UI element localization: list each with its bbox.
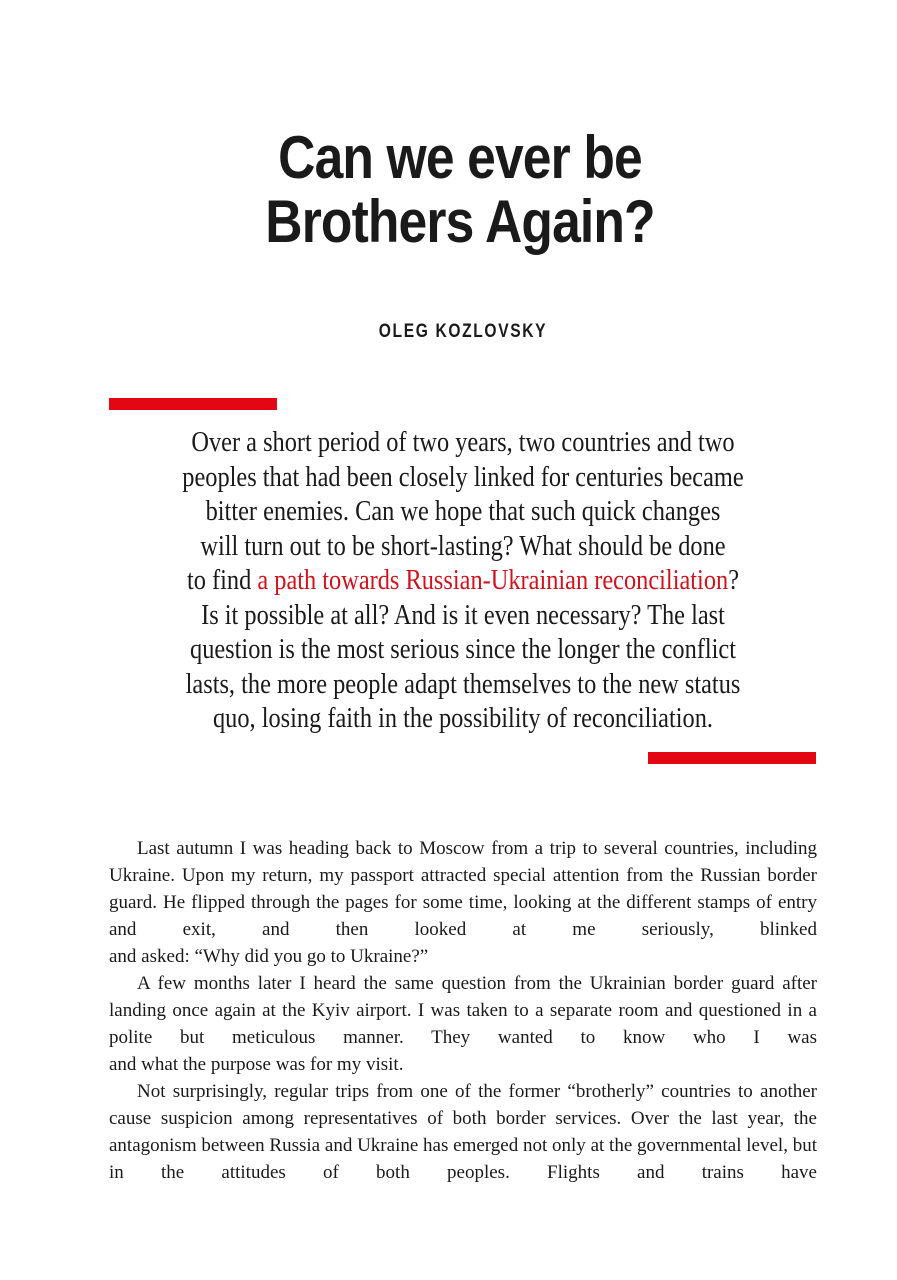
body-paragraph-1-end: and asked: “Why did you go to Ukraine?” xyxy=(109,946,429,967)
body-paragraph-1: Last autumn I was heading back to Moscow from a trip to several countries, including Ukraine. Upon my return, my passport attracted special attention from the Russian border guard. He flipped through the pages for some time, looking at the different stamps of entry and exit, and then looked at me seriously, blinked xyxy=(109,838,817,940)
lead-line: lasts, the more people adapt themselves to the new status xyxy=(185,667,741,700)
title-line-2: Brothers Again? xyxy=(265,188,655,255)
body-paragraph-2: A few months later I heard the same question from the Ukrainian border guard after landing once again at the Kyiv airport. I was taken to a separate room and questioned in a polite but meticulous manner. They wanted to know who I was xyxy=(109,973,817,1048)
reconciliation-link[interactable]: a path towards Russian-Ukrainian reconciliation xyxy=(257,564,729,596)
author-byline: OLEG KOZLOVSKY xyxy=(378,321,548,342)
lead-line: quo, losing faith in the possibility of reconciliation. xyxy=(212,702,713,734)
article-body xyxy=(109,835,817,1186)
accent-bar-bottom xyxy=(648,752,816,764)
title-line-1: Can we ever be xyxy=(278,124,642,191)
lead-line: peoples that had been closely linked for centuries became xyxy=(182,460,744,493)
article-title xyxy=(64,126,855,254)
lead-line: Over a short period of two years, two countries and two xyxy=(191,426,735,458)
accent-bar-top xyxy=(109,398,277,410)
lead-line: question is the most serious since the longer the conflict xyxy=(190,633,736,665)
lead-line: Is it possible at all? And is it even necessary? The last xyxy=(201,598,725,631)
lead-text: ? xyxy=(728,564,740,596)
lead-text: to find xyxy=(186,564,258,596)
lead-line xyxy=(175,563,751,598)
lead-line: bitter enemies. Can we hope that such quick changes xyxy=(205,495,721,527)
lead-line: will turn out to be short-lasting? What should be done xyxy=(200,529,726,562)
lead-paragraph xyxy=(175,425,751,736)
body-paragraph-2-end: and what the purpose was for my visit. xyxy=(109,1054,404,1075)
body-paragraph-3: Not surprisingly, regular trips from one of the former “brotherly” countries to another cause suspicion among representatives of both border services. Over the last year, the antagonism between Russia and Ukraine has emerged not only at the governmental level, but in the attitudes of both peoples. Flights and trains have xyxy=(109,1081,817,1183)
